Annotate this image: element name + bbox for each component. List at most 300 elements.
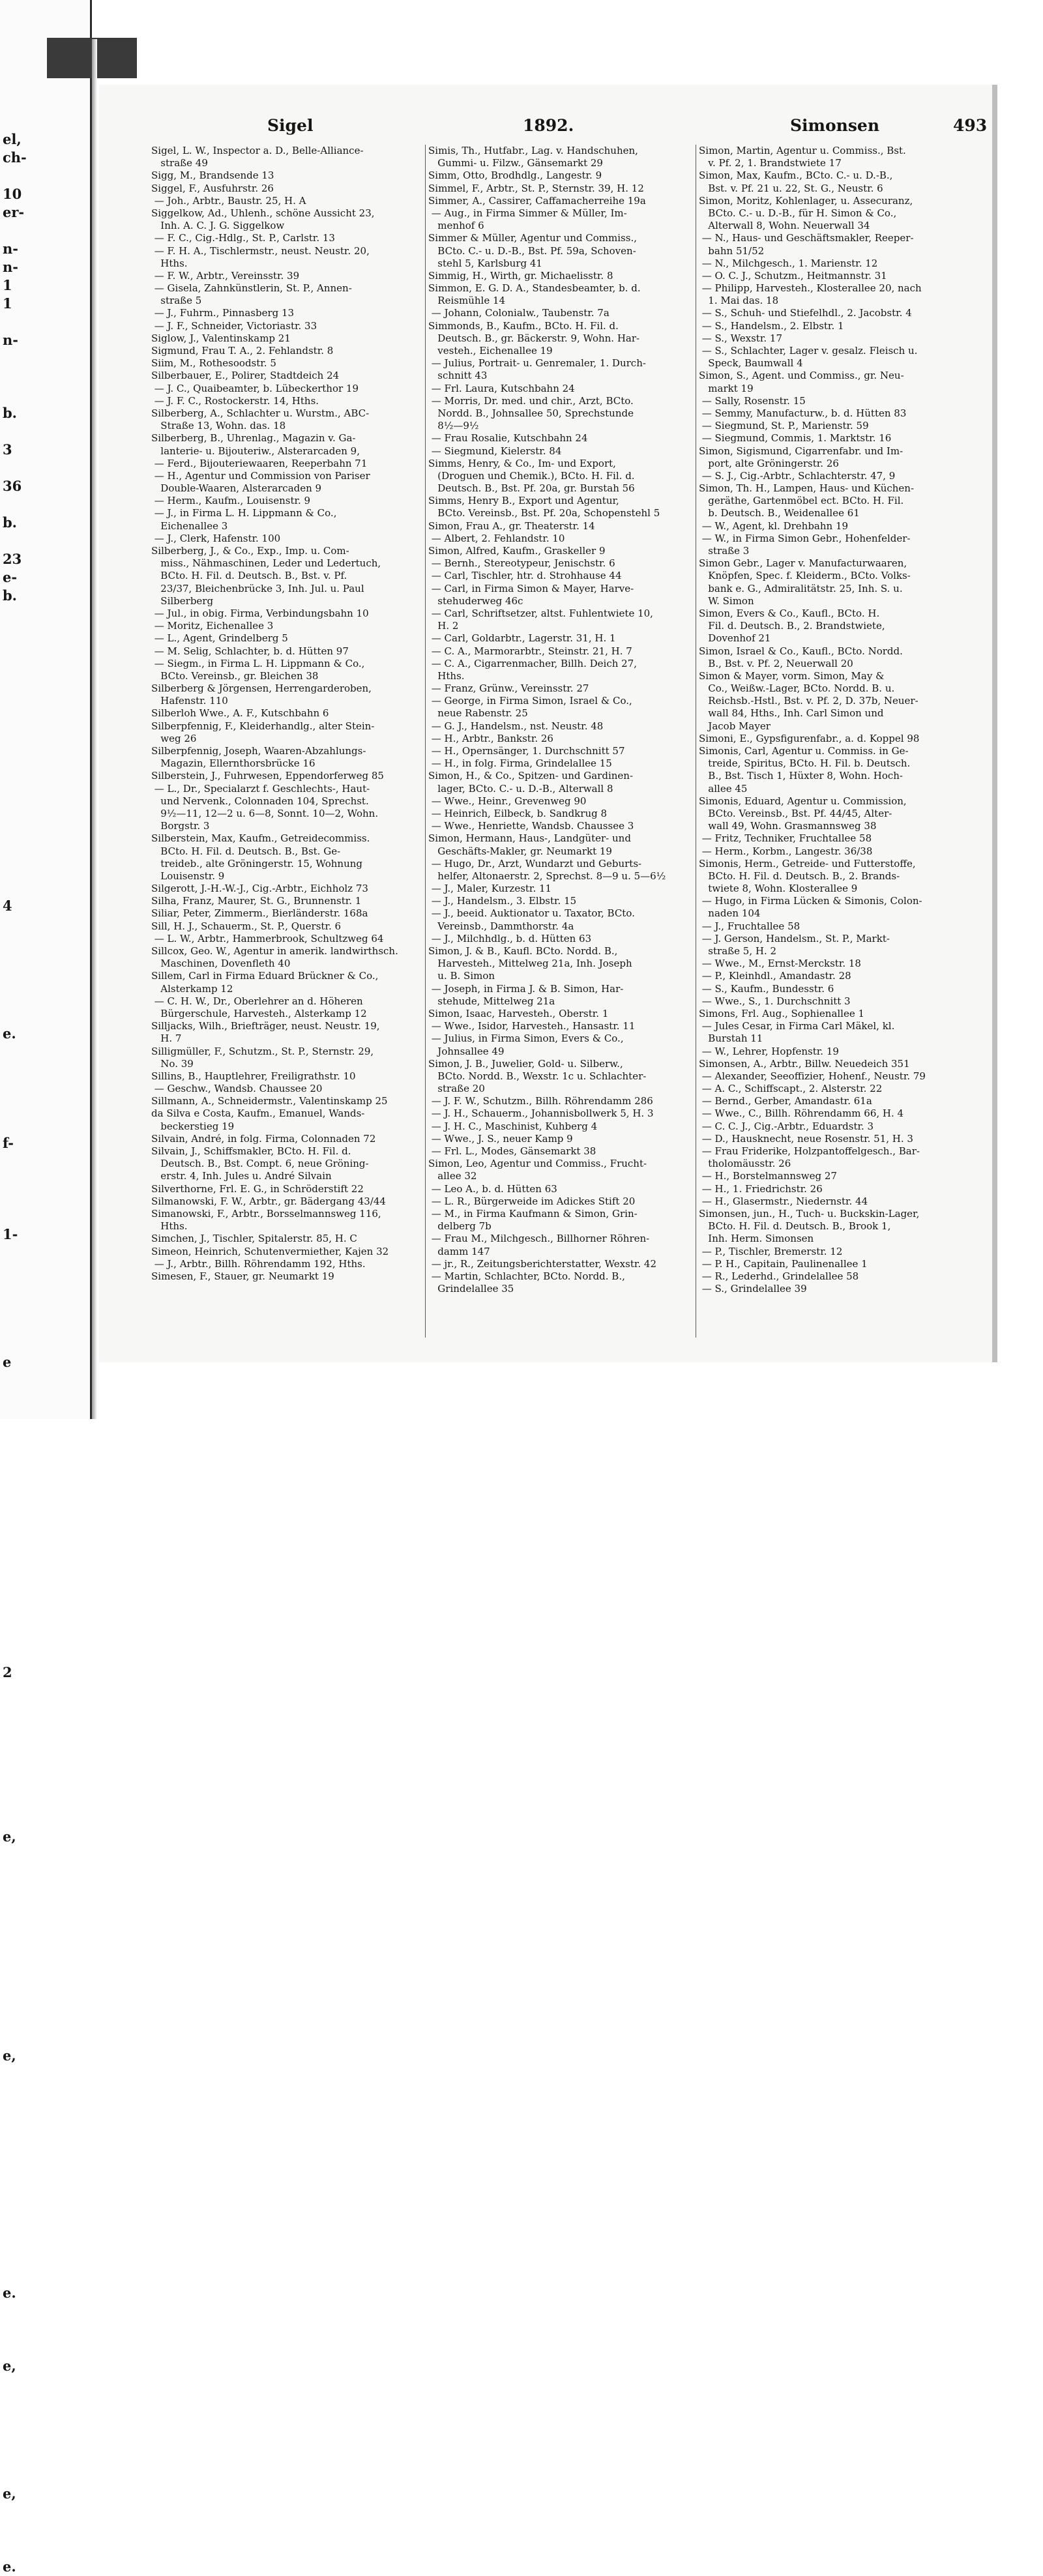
directory-entry-line: — C. C. J., Cig.-Arbtr., Eduardstr. 3	[699, 1120, 874, 1132]
margin-fragment: e,	[3, 1828, 16, 1845]
directory-entry-line: Sillem, Carl in Firma Eduard Brückner & Co.,	[151, 970, 379, 982]
directory-entry-line: — D., Hausknecht, neue Rosenstr. 51, H. 3	[699, 1132, 913, 1145]
margin-fragment	[3, 1590, 42, 1609]
directory-entry-line: Simonsen, A., Arbtr., Billw. Neuedeich 351	[699, 1057, 910, 1070]
directory-entry-line: Simonsen, jun., H., Tuch- u. Buckskin-Lager,	[699, 1207, 920, 1220]
directory-entry-line: Silha, Franz, Maurer, St. G., Brunnenstr. 1	[151, 895, 362, 907]
directory-entry-line: Simon, Martin, Agentur u. Commiss., Bst.	[699, 145, 906, 156]
directory-entry-line: weg 26	[151, 732, 197, 744]
directory-entry-line: Sigg, M., Brandsende 13	[151, 169, 274, 182]
directory-entry-line: — M. Selig, Schlachter, b. d. Hütten 97	[151, 645, 349, 657]
margin-fragment	[3, 2211, 42, 2229]
directory-entry-line: Fil. d. Deutsch. B., 2. Brandstwiete,	[699, 620, 885, 632]
margin-fragment	[3, 2393, 42, 2412]
directory-entry-line: BCto. C.- u. D.-B., Bst. Pf. 59a, Schoven-	[428, 244, 636, 257]
margin-fragment	[3, 1390, 42, 1408]
margin-fragment	[3, 1809, 42, 1828]
directory-entry-line: — Wwe., C., Billh. Röhrendamm 66, H. 4	[699, 1107, 904, 1120]
directory-entry-line: — J., Fuhrm., Pinnasberg 13	[151, 307, 295, 319]
directory-entry-line: — P., Tischler, Bremerstr. 12	[699, 1245, 843, 1257]
directory-entry-line: da Silva e Costa, Kaufm., Emanuel, Wands-	[151, 1107, 365, 1120]
margin-fragment	[3, 2028, 42, 2047]
margin-fragment	[3, 1043, 42, 1061]
page-header	[99, 116, 992, 138]
directory-entry-line: — L. W., Arbtr., Hammerbrook, Schultzweg 64	[151, 932, 384, 944]
margin-fragment	[3, 1718, 42, 1736]
header-year: 1892.	[523, 116, 574, 135]
margin-fragment	[3, 1773, 42, 1791]
directory-entry-line: Simmer & Müller, Agentur und Commiss.,	[428, 232, 637, 244]
directory-entry-line: Co., Weißw.-Lager, BCto. Nordd. B. u.	[699, 682, 895, 695]
directory-entry-line: — Jul., in obig. Firma, Verbindungsbahn 10	[151, 607, 369, 619]
directory-entry-line: Simon, Moritz, Kohlenlager, u. Assecuranz,	[699, 194, 913, 207]
directory-entry-line: naden 104	[699, 907, 761, 920]
directory-entry-line: — Carl, in Firma Simon & Mayer, Harve-	[428, 582, 634, 594]
margin-fragment: e,	[3, 2485, 16, 2502]
margin-fragment	[3, 1609, 42, 1627]
directory-column-2	[428, 145, 701, 1295]
margin-fragment: ch-	[3, 149, 27, 166]
directory-entry-line: Dovenhof 21	[699, 632, 771, 645]
directory-entry-line: H. 7	[151, 1032, 182, 1045]
margin-fragment	[3, 860, 42, 879]
directory-entry-line: — Moritz, Eichenallee 3	[151, 620, 274, 632]
directory-entry-line: No. 39	[151, 1057, 194, 1070]
directory-entry-line: B., Bst. v. Pf. 2, Neuerwall 20	[699, 657, 853, 669]
directory-entry-line: Siggel, F., Ausfuhrstr. 26	[151, 182, 274, 194]
directory-entry-line: — Wwe., Isidor, Harvesteh., Hansastr. 11	[428, 1020, 636, 1032]
directory-entry-line: Simmonds, B., Kaufm., BCto. H. Fil. d.	[428, 319, 619, 332]
directory-entry-line: — Siegmund, Commis, 1. Marktstr. 16	[699, 432, 892, 445]
directory-entry-line: Silligmüller, F., Schutzm., St. P., Sternstr. 29,	[151, 1045, 374, 1057]
margin-fragment	[3, 988, 42, 1006]
margin-fragment	[3, 1244, 42, 1262]
directory-entry-line: Bürgerschule, Harvesteh., Alsterkamp 12	[151, 1007, 367, 1019]
directory-entry-line: — Franz, Grünw., Vereinsstr. 27	[428, 682, 589, 695]
directory-entry-line: Simon, H., & Co., Spitzen- und Gardinen-	[428, 770, 634, 782]
directory-entry-line: stehuderweg 46c	[428, 594, 523, 607]
margin-fragment	[3, 222, 42, 240]
page-number: 493	[953, 116, 988, 135]
directory-entry-line: Gummi- u. Filzw., Gänsemarkt 29	[428, 157, 603, 169]
directory-entry-line: BCto. Nordd. B., Wexstr. 1c u. Schlachter-	[428, 1070, 647, 1082]
directory-entry-line: — Julius, Portrait- u. Genremaler, 1. Durch-	[428, 357, 646, 370]
margin-fragment	[3, 2174, 42, 2193]
directory-entry-line: neue Rabenstr. 25	[428, 707, 528, 720]
directory-entry-line: — Carl, Tischler, htr. d. Strohhause 44	[428, 570, 622, 582]
directory-entry-line: Inh. Herm. Simonsen	[699, 1233, 814, 1245]
directory-entry-line: — H., Borstelmannsweg 27	[699, 1170, 837, 1182]
margin-fragment: 23	[3, 551, 22, 567]
directory-entry-line: 1. Mai das. 18	[699, 295, 779, 307]
margin-fragment	[3, 714, 42, 733]
margin-fragment	[3, 1974, 42, 1992]
margin-fragment: n-	[3, 259, 18, 275]
directory-entry-line: Double-Waaren, Alsterarcaden 9	[151, 482, 322, 495]
margin-fragment	[3, 313, 42, 331]
directory-entry-line: — Albert, 2. Fehlandstr. 10	[428, 532, 565, 544]
margin-fragment	[3, 787, 42, 806]
margin-fragment	[3, 1682, 42, 1700]
margin-fragment	[3, 660, 42, 678]
margin-fragment	[3, 2448, 42, 2466]
directory-entry-line: — Martin, Schlachter, BCto. Nordd. B.,	[428, 1270, 625, 1282]
directory-entry-line: Louisenstr. 9	[151, 870, 225, 882]
margin-fragment	[3, 1882, 42, 1901]
directory-entry-line: — M., in Firma Kaufmann & Simon, Grin-	[428, 1207, 638, 1220]
directory-entry-line: W. Simon	[699, 594, 754, 607]
previous-page-margin	[0, 0, 92, 2575]
directory-entry-line: — J., Maler, Kurzestr. 11	[428, 883, 552, 895]
directory-entry-line: — J., Fruchtallee 58	[699, 920, 801, 932]
directory-entry-line: — Herm., Kaufm., Louisenstr. 9	[151, 495, 311, 507]
directory-entry-line: — Gisela, Zahnkünstlerin, St. P., Annen-	[151, 282, 352, 295]
directory-entry-line: Silberpfennig, F., Kleiderhandlg., alter Stein-	[151, 720, 375, 732]
directory-entry-line: — Joseph, in Firma J. & B. Simon, Har-	[428, 982, 624, 995]
margin-fragment: f-	[3, 1135, 14, 1151]
directory-entry-line: — J., beeid. Auktionator u. Taxator, BCto.	[428, 907, 635, 920]
directory-entry-line: — G. J., Handelsm., nst. Neustr. 48	[428, 720, 604, 732]
directory-entry-line: Simchen, J., Tischler, Spitalerstr. 85, H. C	[151, 1233, 357, 1245]
directory-entry-line: — Herm., Korbm., Langestr. 36/38	[699, 845, 873, 857]
directory-entry-line: allee 32	[428, 1170, 477, 1182]
directory-entry-line: Siglow, J., Valentinskamp 21	[151, 332, 291, 344]
directory-entry-line: stehl 5, Karlsburg 41	[428, 257, 542, 269]
directory-entry-line: Sill, H. J., Schauerm., St. P., Querstr. 6	[151, 920, 342, 932]
directory-entry-line: — H., Glasermstr., Niedernstr. 44	[699, 1195, 868, 1207]
directory-entry-line: Simon & Mayer, vorm. Simon, May &	[699, 669, 885, 682]
directory-entry-line: allee 45	[699, 782, 748, 795]
directory-entry-line: Alterwall 8, Wohn. Neuerwall 34	[699, 220, 870, 232]
margin-fragment	[3, 842, 42, 860]
margin-fragment: er-	[3, 204, 25, 220]
margin-fragment	[3, 1171, 42, 1189]
margin-fragment	[3, 696, 42, 714]
directory-entry-line: BCto. Vereinsb., gr. Bleichen 38	[151, 669, 319, 682]
directory-entry-line: port, alte Gröningerstr. 26	[699, 457, 839, 469]
directory-entry-line: — Hugo, Dr., Arzt, Wundarzt und Geburts-	[428, 857, 642, 870]
directory-entry-line: twiete 8, Wohn. Klosterallee 9	[699, 883, 858, 895]
directory-entry-line: Sigel, L. W., Inspector a. D., Belle-Alliance-	[151, 145, 364, 156]
directory-entry-line: — Wwe., M., Ernst-Merckstr. 18	[699, 958, 861, 970]
directory-entry-line: schnitt 43	[428, 370, 488, 382]
margin-fragment: e	[3, 1354, 12, 1370]
header-right-keyword: Simonsen	[790, 116, 880, 135]
directory-entry-line: — Philipp, Harvesteh., Klosterallee 20, nach	[699, 282, 922, 295]
directory-entry-line: — W., in Firma Simon Gebr., Hohenfelder-	[699, 532, 911, 544]
directory-entry-line: Simon, Th. H., Lampen, Haus- und Küchen-	[699, 482, 915, 495]
directory-entry-line: — S. J., Cig.-Arbtr., Schlachterstr. 47, 9	[699, 469, 896, 482]
margin-fragment	[3, 1627, 42, 1645]
margin-fragment	[3, 532, 42, 550]
directory-entry-line: Nordd. B., Johnsallee 50, Sprechstunde	[428, 407, 634, 419]
directory-entry-line: — Sally, Rosenstr. 15	[699, 394, 806, 407]
directory-entry-line: Simesen, F., Stauer, gr. Neumarkt 19	[151, 1270, 334, 1282]
margin-fragment	[3, 1280, 42, 1298]
margin-fragment	[3, 459, 42, 477]
directory-entry-line: — Siegmund, St. P., Marienstr. 59	[699, 420, 869, 432]
margin-fragment	[3, 1098, 42, 1116]
directory-entry-line: — L. R., Bürgerweide im Adickes Stift 20	[428, 1195, 636, 1207]
margin-fragment	[3, 1554, 42, 1572]
margin-fragment: 1	[3, 295, 12, 312]
directory-entry-line: — Wwe., Henriette, Wandsb. Chaussee 3	[428, 820, 634, 832]
margin-fragment	[3, 1317, 42, 1335]
directory-entry-line: — Ferd., Bijouteriewaaren, Reeperbahn 71	[151, 457, 368, 469]
margin-fragment	[3, 1371, 42, 1390]
directory-entry-line: Hafenstr. 110	[151, 695, 228, 707]
margin-fragment: e,	[3, 2047, 16, 2064]
directory-entry-line: Siggelkow, Ad., Uhlenh., schöne Aussicht 23,	[151, 207, 375, 219]
directory-entry-line: Silberbauer, E., Polirer, Stadtdeich 24	[151, 370, 340, 382]
directory-entry-line: erstr. 4, Inh. Jules u. André Silvain	[151, 1170, 332, 1182]
directory-entry-line: — C. H. W., Dr., Oberlehrer an d. Höheren	[151, 995, 363, 1007]
margin-fragment: 1	[3, 277, 12, 293]
margin-fragment	[3, 368, 42, 386]
margin-fragment	[3, 1116, 42, 1134]
directory-entry-line: wall 84, Hths., Inh. Carl Simon und	[699, 707, 884, 720]
margin-fragment	[3, 1152, 42, 1171]
directory-entry-line: Knöpfen, Spec. f. Kleiderm., BCto. Volks-	[699, 570, 911, 582]
margin-fragment	[3, 2101, 42, 2120]
directory-entry-line: Silberloh Wwe., A. F., Kutschbahn 6	[151, 707, 329, 720]
margin-fragment	[3, 2266, 42, 2284]
directory-entry-line: — H., 1. Friedrichstr. 26	[699, 1182, 823, 1195]
margin-fragment	[3, 1645, 42, 1663]
directory-entry-line: lanterie- u. Bijouteriw., Alsterarcaden 9,	[151, 445, 360, 457]
directory-entry-line: Inh. A. C. J. G. Siggelkow	[151, 220, 285, 232]
margin-fragment: 2	[3, 1664, 12, 1680]
directory-entry-line: Simon, Sigismund, Cigarrenfabr. und Im-	[699, 445, 903, 457]
margin-fragment	[3, 2010, 42, 2028]
margin-fragment	[3, 1755, 42, 1773]
directory-entry-line: — Frl. L., Modes, Gänsemarkt 38	[428, 1145, 596, 1157]
margin-fragment	[3, 1463, 42, 1481]
directory-entry-line: lager, BCto. C.- u. D.-B., Alterwall 8	[428, 782, 613, 795]
margin-fragment	[3, 824, 42, 842]
directory-entry-line: — Wwe., J. S., neuer Kamp 9	[428, 1132, 573, 1145]
directory-entry-line: Silberberg	[151, 594, 214, 607]
directory-entry-line: — Julius, in Firma Simon, Evers & Co.,	[428, 1032, 624, 1045]
directory-entry-line: Simmer, A., Cassirer, Caffamacherreihe 19a	[428, 194, 646, 207]
directory-entry-line: Simon, Frau A., gr. Theaterstr. 14	[428, 520, 595, 532]
directory-column-1	[151, 145, 424, 1283]
directory-entry-line: BCto. C.- u. D.-B., für H. Simon & Co.,	[699, 207, 897, 219]
directory-entry-line: — Alexander, Seeoffizier, Hohenf., Neustr. 79	[699, 1070, 926, 1082]
margin-fragment: 4	[3, 898, 12, 914]
margin-fragment	[3, 1955, 42, 1974]
directory-entry-line: — J. H., Schauerm., Johannisbollwerk 5, H. 3	[428, 1107, 654, 1120]
directory-entry-line: — P. H., Capitain, Paulinenallee 1	[699, 1257, 868, 1270]
directory-entry-line: — L., Dr., Specialarzt f. Geschlechts-, Haut-	[151, 782, 370, 795]
margin-fragment	[3, 1791, 42, 1809]
directory-entry-line: Silberstein, J., Fuhrwesen, Eppendorferweg 85	[151, 770, 384, 782]
directory-entry-line: Straße 13, Wohn. das. 18	[151, 420, 286, 432]
directory-entry-line: — P., Kleinhdl., Amandastr. 28	[699, 970, 851, 982]
directory-entry-line: Simon, S., Agent. und Commiss., gr. Neu-	[699, 370, 904, 382]
margin-fragment	[3, 641, 42, 660]
directory-entry-line: — S., Grindelallee 39	[699, 1283, 807, 1295]
margin-fragment	[3, 2375, 42, 2393]
margin-fragment	[3, 2156, 42, 2174]
directory-entry-line: Deutsch. B., Bst. Compt. 6, neue Gröning-	[151, 1158, 369, 1170]
directory-entry-line: Jacob Mayer	[699, 720, 771, 732]
directory-entry-line: — C. A., Marmorarbtr., Steinstr. 21, H. 7	[428, 645, 632, 657]
directory-entry-line: Reismühle 14	[428, 295, 506, 307]
margin-fragment	[3, 1864, 42, 1882]
margin-fragment: 36	[3, 478, 22, 494]
directory-entry-line: straße 49	[151, 157, 208, 169]
margin-fragment	[3, 1408, 42, 1426]
directory-entry-line: 23/37, Bleichenbrücke 3, Inh. Jul. u. Paul	[151, 582, 364, 594]
directory-entry-line: — Wwe., S., 1. Durchschnitt 3	[699, 995, 851, 1007]
margin-fragment	[3, 1572, 42, 1590]
directory-entry-line: Simon, Max, Kaufm., BCto. C.- u. D.-B.,	[699, 169, 893, 182]
directory-entry-line: Silljacks, Wilh., Briefträger, neust. Neustr. 19,	[151, 1020, 380, 1032]
directory-entry-line: damm 147	[428, 1245, 490, 1257]
directory-page	[99, 85, 997, 1362]
directory-entry-line: v. Pf. 2, 1. Brandstwiete 17	[699, 157, 842, 169]
directory-entry-line: (Droguen und Chemik.), BCto. H. Fil. d.	[428, 469, 635, 482]
book-gutter	[92, 39, 97, 1419]
directory-entry-line: Bst. v. Pf. 21 u. 22, St. G., Neustr. 6	[699, 182, 883, 194]
directory-entry-line: Johnsallee 49	[428, 1045, 505, 1057]
margin-fragment	[3, 167, 42, 185]
directory-entry-line: — O. C. J., Schutzm., Heitmannstr. 31	[699, 269, 887, 282]
margin-fragment: b.	[3, 405, 17, 421]
directory-entry-line: Simon, Hermann, Haus-, Landgüter- und	[428, 832, 631, 845]
margin-fragment	[3, 2412, 42, 2430]
directory-entry-line: — F. W., Arbtr., Vereinsstr. 39	[151, 269, 300, 282]
margin-fragment	[3, 2503, 42, 2521]
directory-entry-line: stehude, Mittelweg 21a	[428, 995, 555, 1007]
directory-entry-line: — Frau M., Milchgesch., Billhorner Röhren-	[428, 1233, 650, 1245]
directory-entry-line: u. B. Simon	[428, 970, 495, 982]
directory-entry-line: Sillcox, Geo. W., Agentur in amerik. landwirthsch.	[151, 945, 398, 957]
directory-entry-line: — S., Schuh- und Stiefelhdl., 2. Jacobstr. 4	[699, 307, 912, 319]
directory-entry-line: BCto. Vereinsb., Bst. Pf. 44/45, Alter-	[699, 807, 892, 819]
margin-fragment	[3, 2193, 42, 2211]
directory-entry-line: Eichenallee 3	[151, 520, 228, 532]
directory-entry-line: Silmanowski, F. W., Arbtr., gr. Bädergang 43/44	[151, 1195, 386, 1207]
directory-entry-line: Speck, Baumwall 4	[699, 357, 803, 370]
directory-entry-line: Borgstr. 3	[151, 820, 210, 832]
directory-entry-line: B., Bst. Tisch 1, Hüxter 8, Wohn. Hoch-	[699, 770, 903, 782]
directory-entry-line: Hths.	[428, 669, 465, 682]
margin-fragment	[3, 806, 42, 824]
margin-fragment	[3, 1846, 42, 1864]
directory-entry-line: Simon, J. B., Juwelier, Gold- u. Silberw.,	[428, 1057, 623, 1070]
margin-fragment	[3, 2138, 42, 2156]
directory-entry-line: — jr., R., Zeitungsberichterstatter, Wexstr. 42	[428, 1257, 657, 1270]
margin-fragment	[3, 1262, 42, 1280]
directory-entry-line: — F. H. A., Tischlermstr., neust. Neustr. 20,	[151, 244, 370, 257]
directory-entry-line: — J. F. C., Rostockerstr. 14, Hths.	[151, 394, 319, 407]
margin-fragment	[3, 1079, 42, 1098]
directory-entry-line: Simon, Leo, Agentur und Commiss., Frucht-	[428, 1158, 647, 1170]
margin-fragment: b.	[3, 514, 17, 531]
margin-fragment: e.	[3, 2558, 16, 2575]
directory-entry-line: beckerstieg 19	[151, 1120, 235, 1132]
margin-fragment: e,	[3, 2358, 16, 2374]
margin-fragment: n-	[3, 332, 18, 348]
directory-entry-line: — J. Gerson, Handelsm., St. P., Markt-	[699, 932, 890, 944]
directory-entry-line: — Wwe., Heinr., Grevenweg 90	[428, 795, 587, 807]
margin-fragment	[3, 769, 42, 787]
directory-entry-line: vesteh., Eichenallee 19	[428, 345, 553, 357]
directory-entry-line: — W., Agent, kl. Drehbahn 19	[699, 520, 849, 532]
directory-entry-line: — J., Handelsm., 3. Elbstr. 15	[428, 895, 577, 907]
directory-entry-line: Burstah 11	[699, 1032, 763, 1045]
directory-entry-line: Silberberg & Jörgensen, Herrengarderoben,	[151, 682, 372, 695]
directory-entry-line: Deutsch. B., Bst. Pf. 20a, gr. Burstah 56	[428, 482, 635, 495]
directory-entry-line: — S., Kaufm., Bundesstr. 6	[699, 982, 834, 995]
margin-fragment	[3, 970, 42, 988]
directory-entry-line: BCto. H. Fil. d. Deutsch. B., Bst. v. Pf.	[151, 570, 347, 582]
directory-entry-line: — J. F., Schneider, Victoriastr. 33	[151, 319, 317, 332]
directory-entry-line: Simonis, Carl, Agentur u. Commiss. in Ge-	[699, 745, 909, 757]
directory-entry-line: bahn 51/52	[699, 244, 765, 257]
margin-fragment	[3, 1189, 42, 1207]
margin-fragment	[3, 386, 42, 404]
directory-entry-line: Simmig, H., Wirth, gr. Michaelisstr. 8	[428, 269, 613, 282]
directory-entry-line: — H., Arbtr., Bankstr. 26	[428, 732, 553, 744]
margin-fragment	[3, 1426, 42, 1444]
directory-entry-line: — J. C., Quaibeamter, b. Lübeckerthor 19	[151, 382, 359, 394]
directory-entry-line: — Aug., in Firma Simmer & Müller, Im-	[428, 207, 627, 219]
margin-fragment	[3, 2120, 42, 2138]
directory-entry-line: Simis, Th., Hutfabr., Lag. v. Handschuhen,	[428, 145, 638, 156]
directory-entry-line: Simon, Isaac, Harvesteh., Oberstr. 1	[428, 1007, 609, 1019]
margin-fragment	[3, 2430, 42, 2448]
directory-entry-line: — C. A., Cigarrenmacher, Billh. Deich 27,	[428, 657, 638, 669]
margin-fragment	[3, 1901, 42, 1919]
directory-entry-line: Simonis, Eduard, Agentur u. Commission,	[699, 795, 907, 807]
directory-entry-line: geräthe, Gartenmöbel ect. BCto. H. Fil.	[699, 495, 904, 507]
directory-entry-line: Silvain, J., Schiffsmakler, BCto. H. Fil. d.	[151, 1145, 351, 1157]
directory-entry-line: Alsterkamp 12	[151, 982, 233, 995]
margin-fragment	[3, 1207, 42, 1225]
directory-entry-line: miss., Nähmaschinen, Leder und Ledertuch,	[151, 557, 381, 570]
directory-entry-line: — W., Lehrer, Hopfenstr. 19	[699, 1045, 839, 1057]
directory-entry-line: — Joh., Arbtr., Baustr. 25, H. A	[151, 194, 306, 207]
directory-entry-line: BCto. H. Fil. d. Deutsch. B., Brook 1,	[699, 1220, 891, 1233]
directory-entry-line: delberg 7b	[428, 1220, 492, 1233]
margin-fragment	[3, 605, 42, 623]
directory-entry-line: Grindelallee 35	[428, 1283, 514, 1295]
directory-entry-line: — Heinrich, Eilbeck, b. Sandkrug 8	[428, 807, 608, 819]
directory-entry-line: Simoni, E., Gypsfigurenfabr., a. d. Koppel 98	[699, 732, 920, 744]
directory-entry-line: menhof 6	[428, 220, 484, 232]
margin-fragment	[3, 2466, 42, 2485]
margin-fragment	[3, 2065, 42, 2083]
margin-fragment	[3, 1937, 42, 1955]
directory-entry-line: Sillins, B., Hauptlehrer, Freiligrathstr. 10	[151, 1070, 356, 1082]
directory-entry-line: — J., in Firma L. H. Lippmann & Co.,	[151, 507, 337, 520]
directory-entry-line: — N., Milchgesch., 1. Marienstr. 12	[699, 257, 878, 269]
margin-fragment	[3, 1298, 42, 1317]
directory-entry-line: Geschäfts-Makler, gr. Neumarkt 19	[428, 845, 612, 857]
directory-entry-line: 8½—9½	[428, 420, 479, 432]
directory-entry-line: — Carl, Goldarbtr., Lagerstr. 31, H. 1	[428, 632, 616, 645]
margin-fragment	[3, 952, 42, 970]
header-left-keyword: Sigel	[267, 116, 314, 135]
margin-fragment	[3, 1061, 42, 1079]
directory-entry-line: Simms, Henry, & Co., Im- und Export,	[428, 457, 616, 469]
directory-entry-line: Simmon, E. G. D. A., Standesbeamter, b. d.	[428, 282, 641, 295]
directory-entry-line: — R., Lederhd., Grindelallee 58	[699, 1270, 859, 1282]
directory-entry-line: Simms, Henry B., Export und Agentur,	[428, 495, 619, 507]
